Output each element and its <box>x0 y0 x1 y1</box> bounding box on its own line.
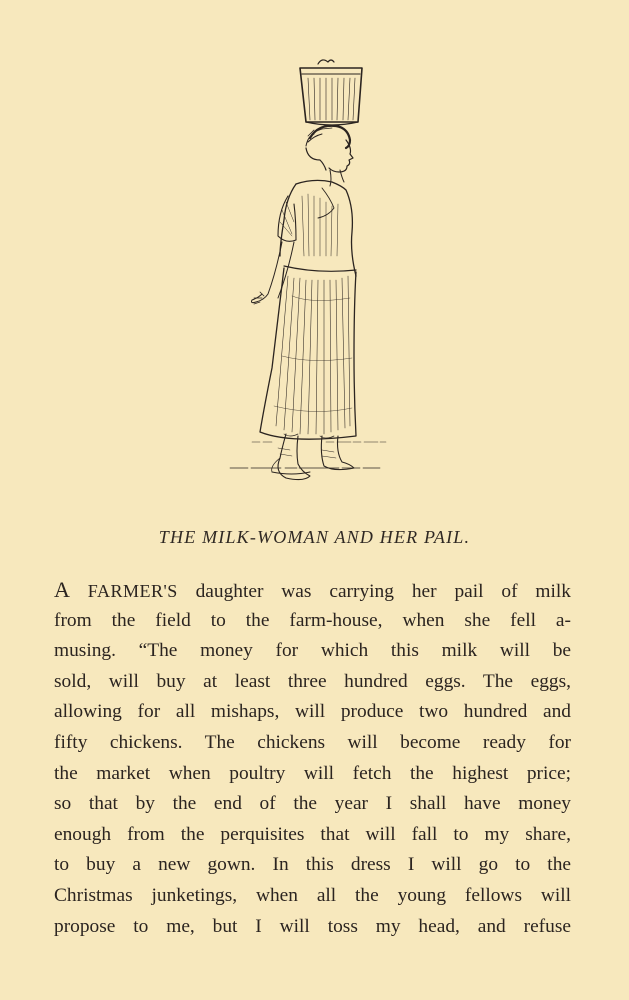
text-line: from the field to the farm-house, when she fell a- <box>54 609 571 631</box>
text-line: the market when poultry will fetch the highest price; <box>54 762 571 784</box>
text-line: enough from the perquisites that will fall to my share, <box>54 823 571 845</box>
feet-icon <box>272 434 354 480</box>
first-word: FARMER'S <box>87 581 178 601</box>
first-line-rest: daughter was carrying her pail of milk <box>177 581 571 602</box>
milk-woman-illustration <box>222 56 392 484</box>
text-line: allowing for all mishaps, will produce two hundred and <box>54 701 571 723</box>
text-line: fifty chickens. The chickens will become ready for <box>54 731 571 753</box>
ground-icon <box>230 442 386 474</box>
fable-text <box>54 575 571 942</box>
text-line: to buy a new gown. In this dress I will go to the <box>54 854 571 876</box>
text-line: Christmas junketings, when all the young fellows will <box>54 884 571 906</box>
text-line: propose to me, but I will toss my head, and refuse <box>54 915 571 937</box>
head-icon <box>306 126 353 172</box>
text-line: so that by the end of the year I shall have money <box>54 793 571 815</box>
pail-icon <box>300 60 362 125</box>
lead-capital: A <box>54 577 70 602</box>
illustration-caption: THE MILK-WOMAN AND HER PAIL. <box>158 527 471 547</box>
text-line: sold, will buy at least three hundred eggs. The eggs, <box>54 670 571 692</box>
text-line: musing. “The money for which this milk will be <box>54 640 571 662</box>
dress-icon <box>252 180 357 439</box>
text-line <box>54 575 571 606</box>
